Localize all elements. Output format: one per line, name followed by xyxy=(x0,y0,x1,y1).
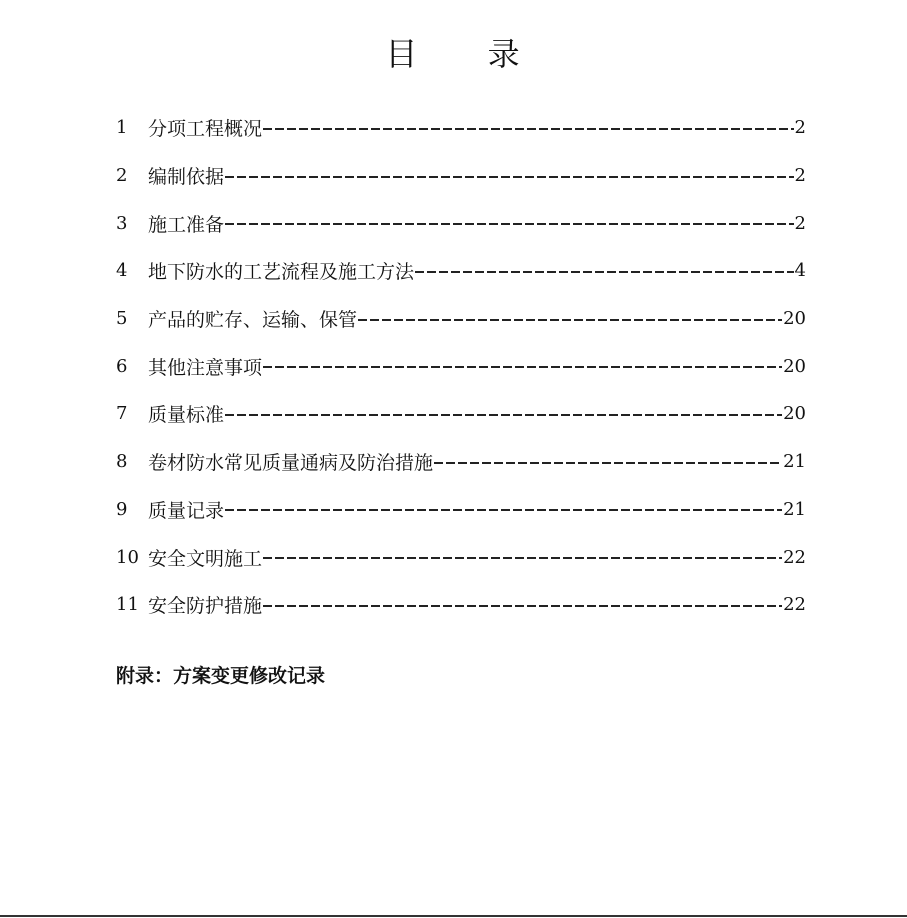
toc-entry-number: 1 xyxy=(116,117,128,139)
toc-entry xyxy=(116,438,806,486)
toc-entry-page: 2 xyxy=(794,212,806,234)
toc-entry-title: 质量记录 xyxy=(148,499,225,522)
toc-entry-page: 22 xyxy=(783,546,806,568)
toc-entry-page: 2 xyxy=(794,165,806,187)
toc-entry-title: 安全防护措施 xyxy=(148,595,263,618)
toc-entry-title: 安全文明施工 xyxy=(148,547,263,570)
toc-entry-title: 质量标准 xyxy=(148,404,225,427)
toc-entry-page: 22 xyxy=(783,594,806,616)
toc-entry-number: 2 xyxy=(116,165,128,187)
table-of-contents xyxy=(116,104,806,629)
toc-leader-dashes xyxy=(263,557,782,559)
toc-entry xyxy=(116,581,806,629)
toc-entry-title: 分项工程概况 xyxy=(148,118,263,141)
toc-entry xyxy=(116,152,806,200)
appendix-heading: 附录：方案变更修改记录 xyxy=(116,665,326,687)
toc-entry-number: 10 xyxy=(116,546,139,568)
toc-entry-title: 其他注意事项 xyxy=(148,356,263,379)
toc-leader-dashes xyxy=(225,176,794,178)
toc-leader-dashes xyxy=(225,223,794,225)
toc-entry-page: 21 xyxy=(783,498,806,520)
toc-entry-number: 9 xyxy=(116,498,128,520)
toc-leader-dashes xyxy=(263,605,782,607)
toc-entry-number: 4 xyxy=(116,260,128,282)
page-title: 目 录 xyxy=(385,35,550,73)
toc-entry xyxy=(116,342,806,390)
toc-entry xyxy=(116,104,806,152)
toc-entry-number: 7 xyxy=(116,403,128,425)
toc-entry-page: 4 xyxy=(794,260,806,282)
toc-entry xyxy=(116,247,806,295)
toc-entry-page: 20 xyxy=(783,403,806,425)
toc-entry-number: 8 xyxy=(116,451,128,473)
toc-entry-title: 编制依据 xyxy=(148,166,225,189)
toc-entry-page: 20 xyxy=(783,355,806,377)
toc-entry-title: 地下防水的工艺流程及施工方法 xyxy=(148,261,415,284)
toc-entry-number: 6 xyxy=(116,355,128,377)
toc-leader-dashes xyxy=(415,271,794,273)
toc-entry xyxy=(116,199,806,247)
toc-entry-number: 3 xyxy=(116,212,128,234)
toc-entry-title: 卷材防水常见质量通病及防治措施 xyxy=(148,452,434,475)
toc-leader-dashes xyxy=(225,414,782,416)
toc-entry-page: 2 xyxy=(794,117,806,139)
toc-leader-dashes xyxy=(263,128,794,130)
toc-leader-dashes xyxy=(263,366,782,368)
page-bottom-divider xyxy=(0,915,907,917)
toc-entry xyxy=(116,390,806,438)
toc-entry-page: 20 xyxy=(783,308,806,330)
toc-leader-dashes xyxy=(434,462,782,464)
toc-entry-number: 11 xyxy=(116,594,139,616)
toc-entry xyxy=(116,295,806,343)
toc-entry-page: 21 xyxy=(783,451,806,473)
toc-entry-title: 产品的贮存、运输、保管 xyxy=(148,309,358,332)
toc-entry xyxy=(116,533,806,581)
toc-entry-title: 施工准备 xyxy=(148,213,225,236)
toc-leader-dashes xyxy=(358,319,782,321)
toc-leader-dashes xyxy=(225,509,782,511)
toc-entry-number: 5 xyxy=(116,308,128,330)
toc-entry xyxy=(116,486,806,534)
